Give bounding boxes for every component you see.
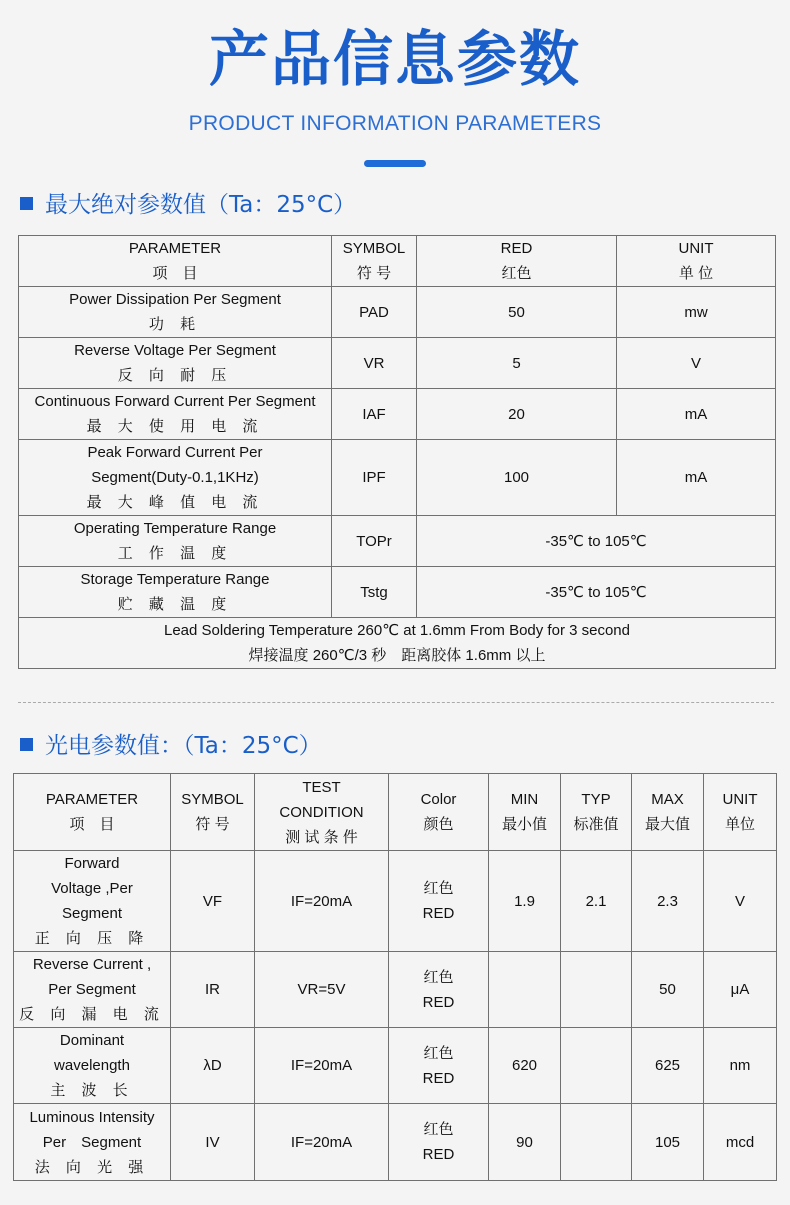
square-bullet-icon	[20, 738, 33, 751]
header-cell: Color 颜色	[389, 774, 489, 851]
min-cell: 90	[489, 1104, 561, 1181]
table-row	[14, 1104, 777, 1181]
param-cell: Forward Voltage ,Per Segment 正 向 压 降	[14, 851, 171, 952]
color-cell: 红色 RED	[389, 952, 489, 1028]
table-row	[19, 567, 776, 618]
value-cell: 5	[417, 338, 617, 389]
header-cell: PARAMETER 项 目	[19, 236, 332, 287]
section-divider	[18, 702, 774, 703]
header-cell: TYP 标准值	[561, 774, 632, 851]
unit-cell: μA	[704, 952, 777, 1028]
min-cell: 620	[489, 1028, 561, 1104]
section1-heading-text: 最大绝对参数值（Ta：25°C）	[45, 192, 357, 218]
page-subtitle: PRODUCT INFORMATION PARAMETERS	[188, 112, 602, 135]
symbol-cell: IAF	[332, 389, 417, 440]
symbol-cell: IR	[171, 952, 255, 1028]
section2-heading-text: 光电参数值：（Ta：25°C）	[45, 733, 322, 759]
max-cell: 50	[632, 952, 704, 1028]
symbol-cell: VF	[171, 851, 255, 952]
table-row	[19, 440, 776, 516]
electro-optical-table	[13, 773, 777, 1181]
unit-cell: mA	[617, 389, 776, 440]
header-cell: UNIT 单位	[704, 774, 777, 851]
param-cell: Luminous Intensity Per Segment 法 向 光 强	[14, 1104, 171, 1181]
color-cell: 红色 RED	[389, 1028, 489, 1104]
square-bullet-icon	[20, 197, 33, 210]
table-row	[19, 516, 776, 567]
header-cell: MAX 最大值	[632, 774, 704, 851]
table-header-row	[14, 774, 777, 851]
param-cell: Storage Temperature Range 贮 藏 温 度	[19, 567, 332, 618]
value-cell: 100	[417, 440, 617, 516]
typ-cell	[561, 1028, 632, 1104]
table-footer-row	[19, 618, 776, 669]
title-underline	[364, 160, 426, 167]
param-cell: Peak Forward Current Per Segment(Duty-0.1,1KHz) 最 大 峰 值 电 流	[19, 440, 332, 516]
typ-cell	[561, 1104, 632, 1181]
condition-cell: IF=20mA	[255, 1104, 389, 1181]
condition-cell: IF=20mA	[255, 1028, 389, 1104]
typ-cell: 2.1	[561, 851, 632, 952]
unit-cell: V	[617, 338, 776, 389]
table-row	[19, 389, 776, 440]
header-cell: SYMBOL 符 号	[171, 774, 255, 851]
symbol-cell: PAD	[332, 287, 417, 338]
header-cell: RED 红色	[417, 236, 617, 287]
footer-cell: Lead Soldering Temperature 260℃ at 1.6mm From Body for 3 second 焊接温度 260℃/3 秒 距离胶体 1.6mm 以上	[19, 618, 776, 669]
symbol-cell: IPF	[332, 440, 417, 516]
header-cell: PARAMETER 项 目	[14, 774, 171, 851]
param-cell: Continuous Forward Current Per Segment 最 大 使 用 电 流	[19, 389, 332, 440]
min-cell	[489, 952, 561, 1028]
table-row	[14, 952, 777, 1028]
section2-heading	[20, 727, 322, 760]
typ-cell	[561, 952, 632, 1028]
header-cell: TEST CONDITION 测 试 条 件	[255, 774, 389, 851]
absolute-max-table	[18, 235, 776, 669]
table-header-row	[19, 236, 776, 287]
range-cell: -35℃ to 105℃	[417, 567, 776, 618]
value-cell: 50	[417, 287, 617, 338]
max-cell: 105	[632, 1104, 704, 1181]
unit-cell: mw	[617, 287, 776, 338]
symbol-cell: IV	[171, 1104, 255, 1181]
max-cell: 625	[632, 1028, 704, 1104]
max-cell: 2.3	[632, 851, 704, 952]
page-title: 产品信息参数	[209, 25, 581, 95]
table-row	[14, 851, 777, 952]
unit-cell: mcd	[704, 1104, 777, 1181]
param-cell: Dominant wavelength 主 波 长	[14, 1028, 171, 1104]
header-cell: MIN 最小值	[489, 774, 561, 851]
param-cell: Reverse Current , Per Segment 反 向 漏 电 流	[14, 952, 171, 1028]
min-cell: 1.9	[489, 851, 561, 952]
table-row	[14, 1028, 777, 1104]
header-cell: UNIT 单 位	[617, 236, 776, 287]
value-cell: 20	[417, 389, 617, 440]
condition-cell: VR=5V	[255, 952, 389, 1028]
range-cell: -35℃ to 105℃	[417, 516, 776, 567]
color-cell: 红色 RED	[389, 851, 489, 952]
condition-cell: IF=20mA	[255, 851, 389, 952]
symbol-cell: λD	[171, 1028, 255, 1104]
unit-cell: nm	[704, 1028, 777, 1104]
color-cell: 红色 RED	[389, 1104, 489, 1181]
unit-cell: V	[704, 851, 777, 952]
table-row	[19, 338, 776, 389]
symbol-cell: TOPr	[332, 516, 417, 567]
symbol-cell: Tstg	[332, 567, 417, 618]
section1-heading	[20, 186, 356, 219]
param-cell: Operating Temperature Range 工 作 温 度	[19, 516, 332, 567]
unit-cell: mA	[617, 440, 776, 516]
header-cell: SYMBOL 符 号	[332, 236, 417, 287]
table-row	[19, 287, 776, 338]
param-cell: Reverse Voltage Per Segment 反 向 耐 压	[19, 338, 332, 389]
param-cell: Power Dissipation Per Segment 功 耗	[19, 287, 332, 338]
symbol-cell: VR	[332, 338, 417, 389]
